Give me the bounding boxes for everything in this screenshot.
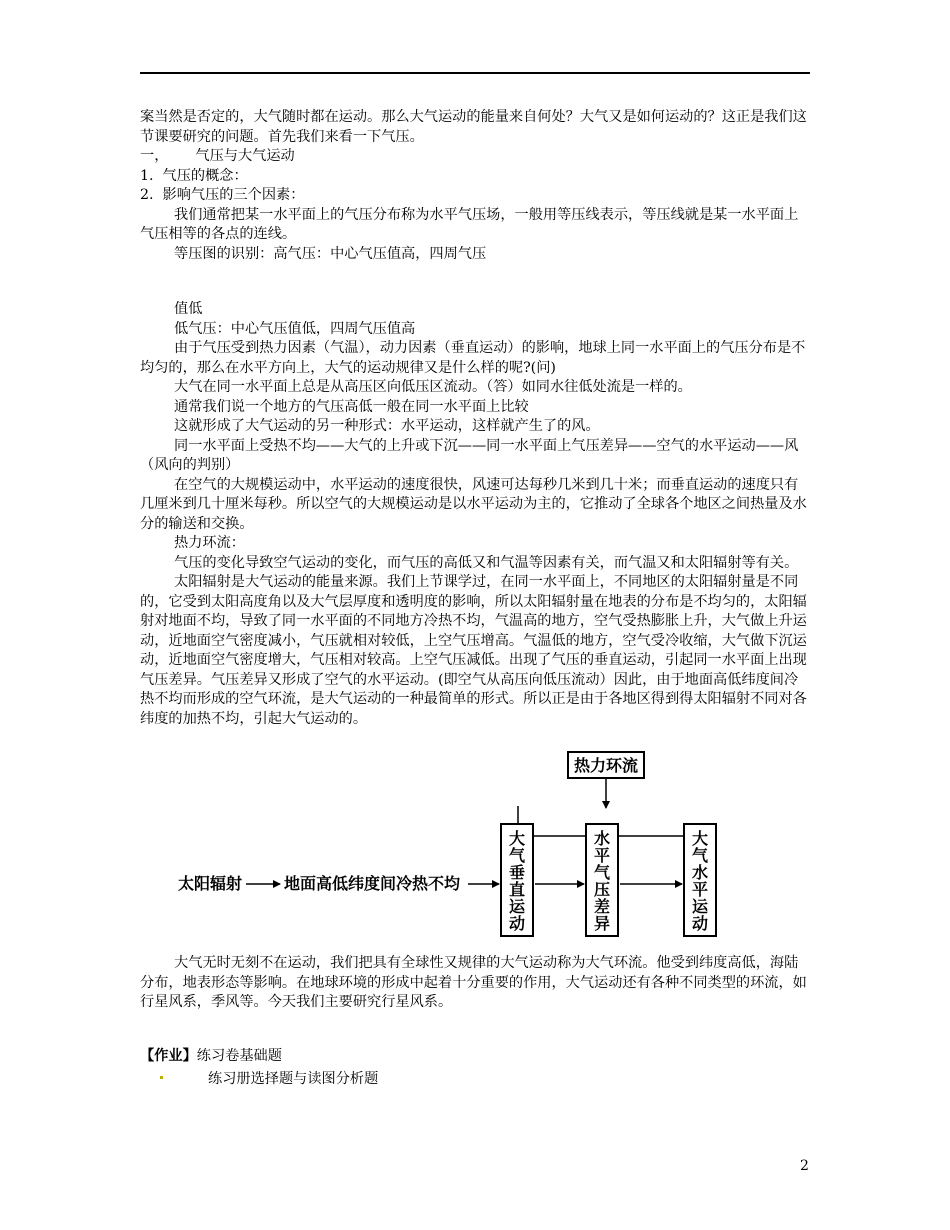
page-number: 2 bbox=[800, 1158, 809, 1174]
svg-text:水: 水 bbox=[691, 863, 709, 882]
pressure-difference-label bbox=[594, 829, 611, 933]
svg-text:运: 运 bbox=[508, 897, 526, 916]
svg-text:气: 气 bbox=[508, 846, 526, 865]
svg-text:平: 平 bbox=[593, 846, 611, 865]
paragraph-chain: 同一水平面上受热不均——大气的上升或下沉——同一水平面上气压差异——空气的水平运动——风（风向的判别） bbox=[140, 437, 799, 473]
paragraph-isobar-high: 等压图的识别：高气压：中心气压值高，四周气压 bbox=[174, 245, 487, 262]
solar-radiation-label: 太阳辐射 bbox=[178, 874, 243, 893]
bullet-dot bbox=[160, 1076, 163, 1079]
paragraph-wind: 这就形成了大气运动的另一种形式：水平运动，这样就产生了的风。 bbox=[174, 418, 600, 434]
homework-item-text: 练习册选择题与读图分析题 bbox=[208, 1071, 379, 1087]
thermal-circulation-diagram bbox=[168, 744, 728, 954]
paragraph-value-low: 值低 bbox=[174, 301, 203, 317]
top-box-label: 热力环流 bbox=[573, 756, 639, 775]
paragraph-pressure-change: 气压的变化导致空气运动的变化，而气压的高低又和气温等因素有关，而气温又和太阳辐射等有关。 bbox=[174, 554, 799, 571]
svg-text:垂: 垂 bbox=[508, 863, 526, 882]
paragraph-thermal-heading: 热力环流： bbox=[174, 535, 245, 551]
document-body bbox=[140, 108, 812, 729]
paragraph-answer: 大气在同一水平面上总是从高压区向低压区流动。（答）如同水往低处流是一样的。 bbox=[174, 379, 692, 395]
svg-text:动: 动 bbox=[508, 914, 526, 933]
homework-item bbox=[140, 1070, 812, 1090]
document-tail bbox=[140, 954, 812, 1090]
svg-text:运: 运 bbox=[691, 897, 709, 916]
homework-text: 练习卷基础题 bbox=[196, 1047, 282, 1064]
paragraph-low-pressure: 低气压：中心气压值低，四周气压值高 bbox=[174, 320, 416, 337]
uneven-heating-label: 地面高低纬度间冷热不均 bbox=[284, 874, 461, 893]
paragraph-intro: 案当然是否定的，大气随时都在运动。那么大气运动的能量来自何处？大气又是如何运动的？这正是我们这节课要研究的问题。首先我们来看一下气压。 bbox=[140, 109, 807, 145]
svg-text:平: 平 bbox=[691, 880, 709, 899]
svg-text:异: 异 bbox=[593, 914, 611, 933]
svg-text:气: 气 bbox=[593, 863, 611, 882]
svg-text:直: 直 bbox=[508, 880, 526, 899]
svg-text:大: 大 bbox=[508, 829, 526, 848]
horizontal-motion-label bbox=[692, 829, 709, 933]
header-rule bbox=[140, 72, 810, 74]
vertical-motion-label bbox=[509, 829, 526, 933]
svg-text:气: 气 bbox=[691, 846, 709, 865]
svg-text:差: 差 bbox=[593, 897, 611, 916]
homework-heading bbox=[140, 1047, 812, 1067]
list-item-1: 1. 气压的概念： bbox=[140, 167, 248, 184]
section-heading-1: 一， 气压与大气运动 bbox=[140, 148, 295, 164]
svg-text:水: 水 bbox=[593, 829, 611, 848]
svg-text:压: 压 bbox=[593, 880, 611, 899]
paragraph-pressure-field: 我们通常把某一水平面上的气压分布称为水平气压场，一般用等压线表示，等压线就是某一水平面上气压相等的各点的连线。 bbox=[140, 206, 799, 242]
paragraph-general-circulation: 大气无时无刻不在运动，我们把具有全球性又规律的大气运动称为大气环流。他受到纬度高低，海陆分布，地表形态等影响。在地球环境的形成中起着十分重要的作用，大气运动还有各种不同类型的环流，如行星风系，季风等。今天我们主要研究行星风系。 bbox=[140, 955, 807, 1010]
svg-text:大: 大 bbox=[691, 829, 709, 848]
paragraph-pressure-uneven: 由于气压受到热力因素（气温），动力因素（垂直运动）的影响，地球上同一水平面上的气压分布是不均匀的，那么在水平方向上，大气的运动规律又是什么样的呢?(问) bbox=[140, 340, 806, 376]
paragraph-solar-radiation: 太阳辐射是大气运动的能量来源。我们上节课学过，在同一水平面上，不同地区的太阳辐射量是不同的，它受到太阳高度角以及大气层厚度和透明度的影响，所以太阳辐射量在地表的分布是不均匀的，太阳辐射对地面不均，导致了同一水平面的不同地方冷热不均，气温高的地方，空气受热膨胀上升，大气做上升运动，近地面空气密度减小，气压就相对较低，上空气压增高。气温低的地方，空气受冷收缩，大气做下沉运动，近地面空气密度增大，气压相对较高。上空气压减低。出现了气压的垂直运动，引起同一水平面上出现气压差异。气压差异又形成了空气的水平运动。(即空气从高压向低压流动）因此，由于地面高低纬度间冷热不均而形成的空气环流，是大气运动的一种最简单的形式。所以正是由于各地区得到得太阳辐射不同对各纬度的加热不均，引起大气运动的。 bbox=[140, 574, 807, 727]
paragraph-compare: 通常我们说一个地方的气压高低一般在同一水平面上比较 bbox=[174, 398, 529, 415]
list-item-2: 2. 影响气压的三个因素： bbox=[140, 187, 305, 203]
homework-label: 【作业】 bbox=[140, 1047, 197, 1064]
svg-text:动: 动 bbox=[691, 914, 709, 933]
paragraph-speed: 在空气的大规模运动中，水平运动的速度很快，风速可达每秒几米到几十米；而垂直运动的速度只有几厘米到几十厘米每秒。所以空气的大规模运动是以水平运动为主的，它推动了全球各个地区之间热量及水分的输送和交换。 bbox=[140, 476, 807, 532]
